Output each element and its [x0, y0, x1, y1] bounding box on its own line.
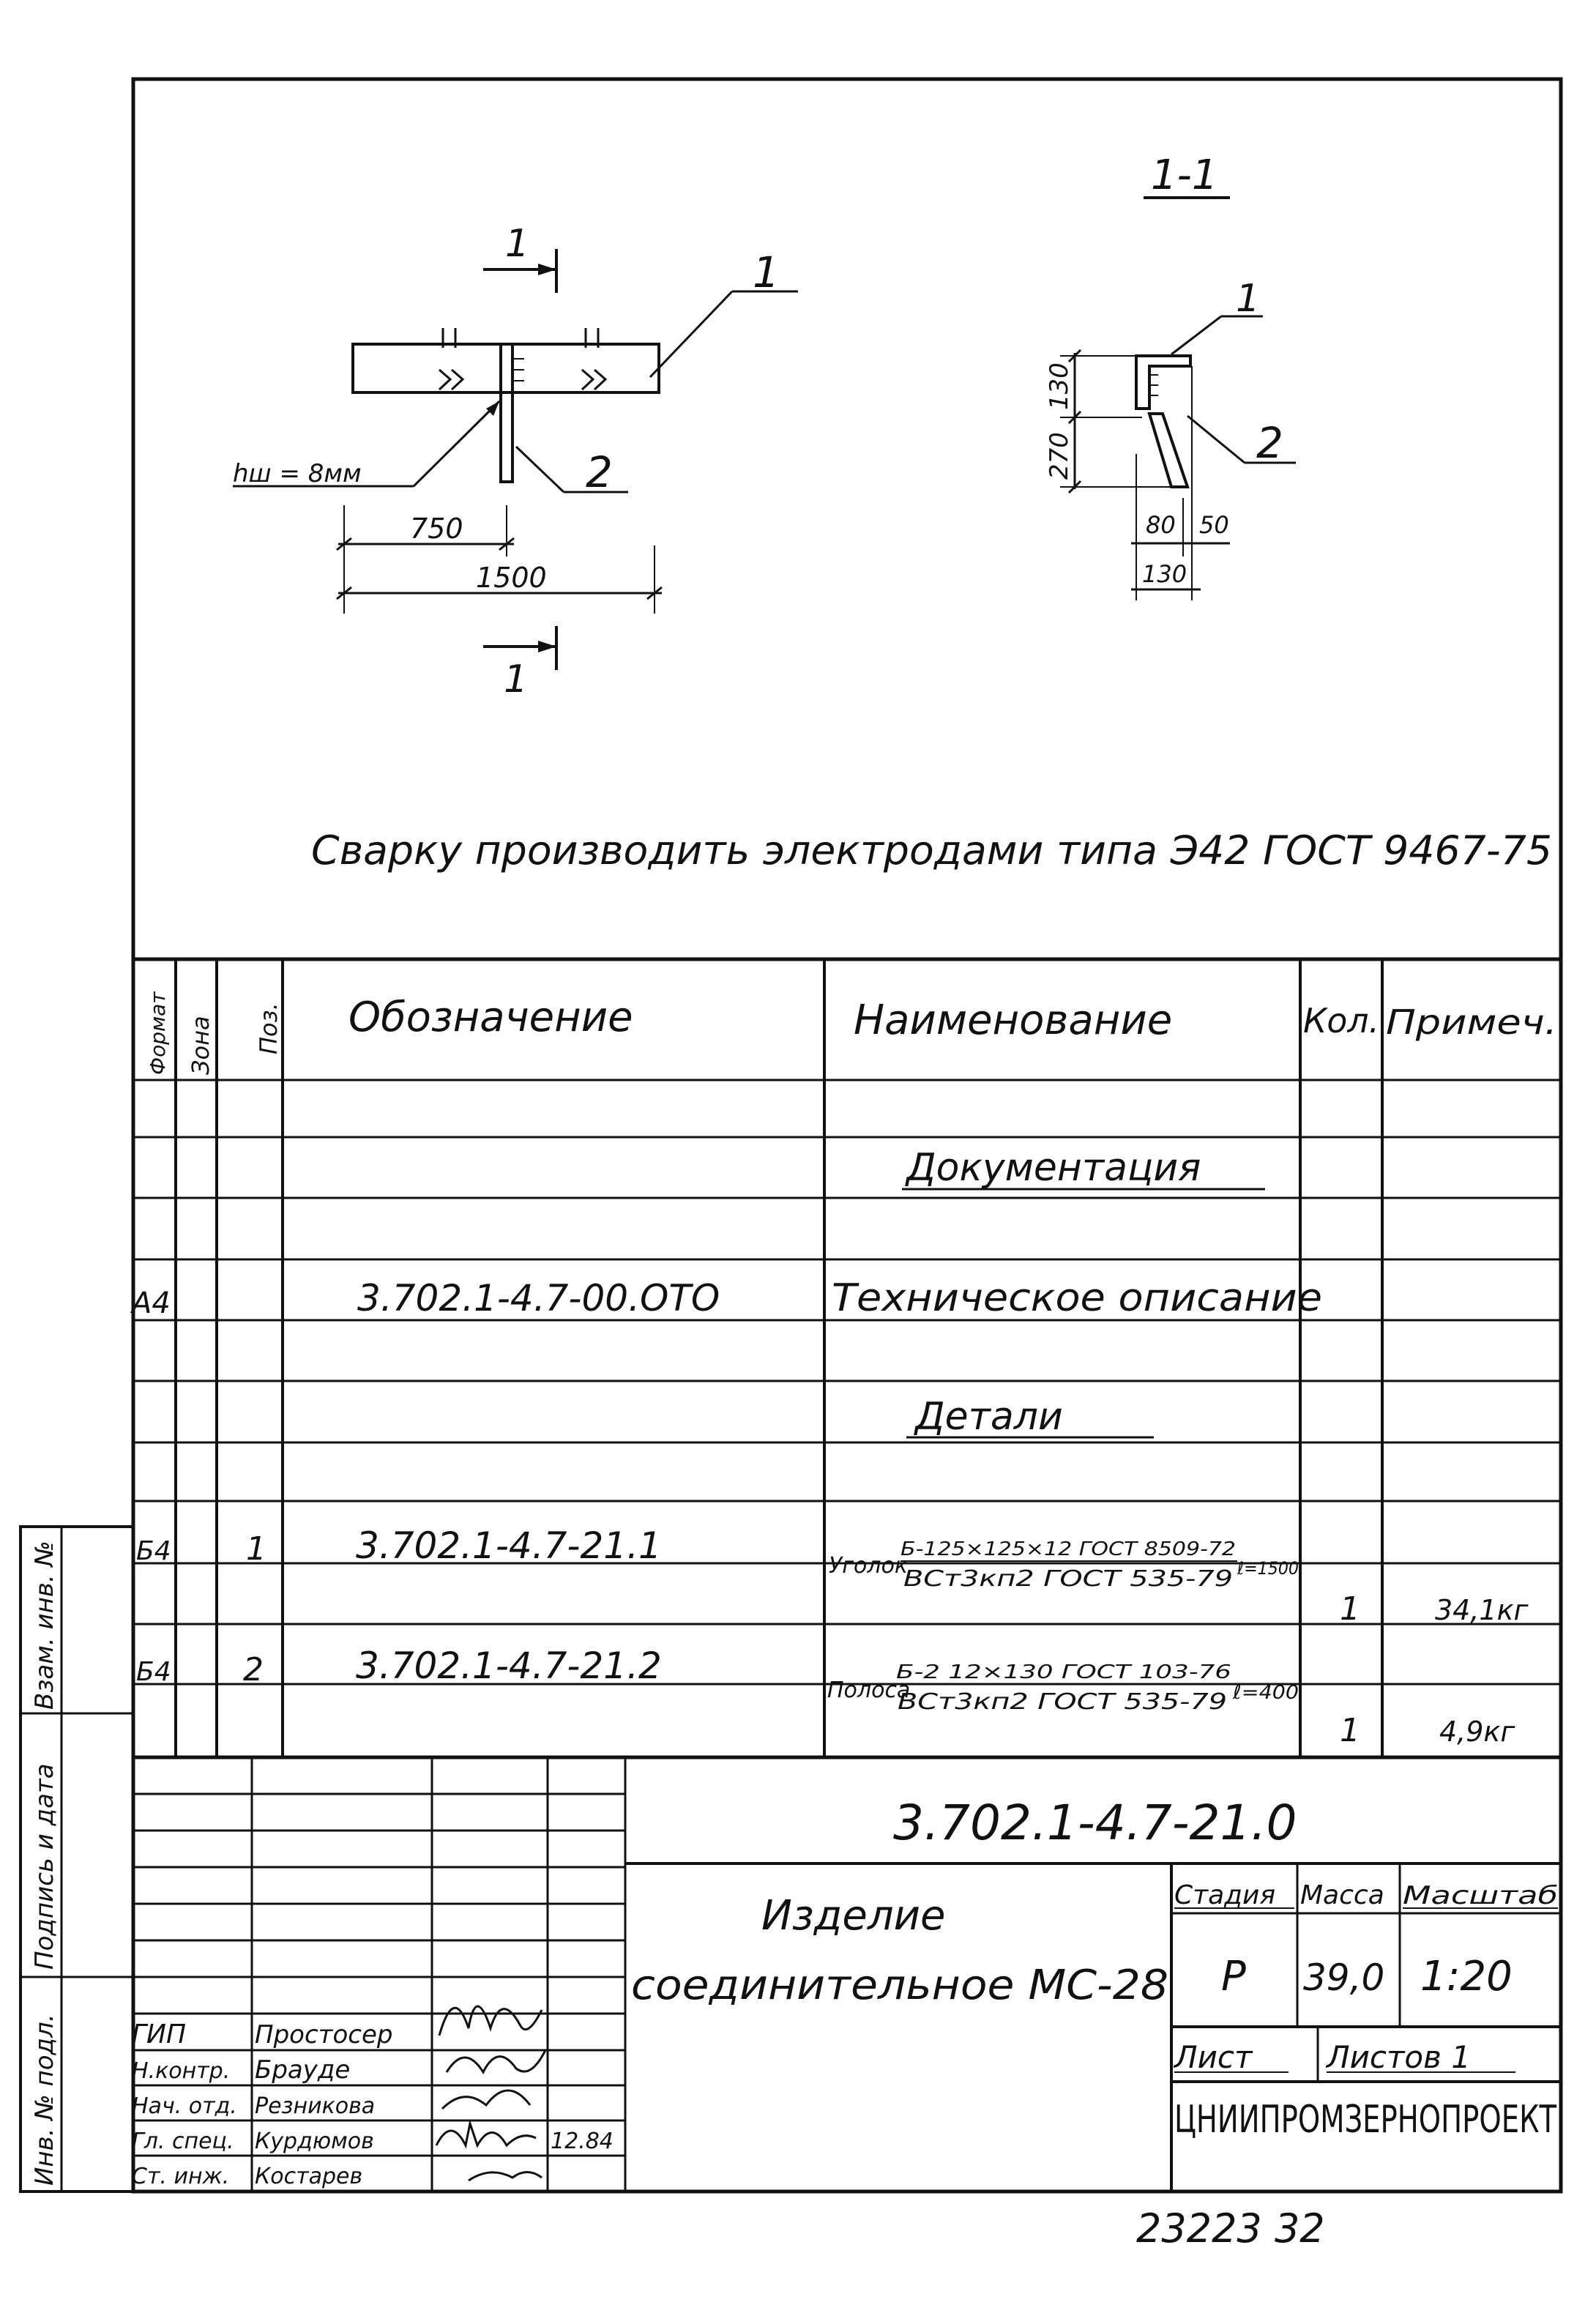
header-note: Примеч.	[1386, 1002, 1557, 1042]
header-designation: Обозначение	[348, 994, 633, 1041]
dim-1500: 1500	[476, 562, 547, 594]
strip-profile	[1149, 414, 1187, 487]
mass-label: Масса	[1300, 1880, 1384, 1910]
stamp-sign-date: Подпись и дата	[30, 1763, 59, 1970]
staff-name-2: Брауде	[255, 2055, 351, 2085]
row2-format: Б4	[136, 1657, 171, 1687]
row1-name-top: Б-125×125×12 ГОСТ 8509-72	[900, 1538, 1236, 1560]
section-view	[1045, 152, 1296, 600]
section-label: 1-1	[1151, 152, 1218, 199]
welding-note: Сварку производить электродами типа Э42 ГОСТ 9467-75	[311, 827, 1552, 874]
sheets-label: Листов 1	[1327, 2039, 1471, 2075]
plate-pos1	[353, 344, 659, 392]
row2-name-top: Б-2 12×130 ГОСТ 103-76	[896, 1661, 1231, 1683]
scale-label: Масштаб	[1403, 1881, 1558, 1910]
doc-row-format: А4	[132, 1286, 171, 1320]
staff-role-1: ГИП	[132, 2019, 187, 2049]
spec-table	[130, 959, 1561, 1757]
dim-50: 50	[1199, 511, 1229, 539]
section-documentation: Документация	[906, 1146, 1201, 1190]
footer-number: 23223 32	[1136, 2205, 1325, 2252]
sheet-label: Лист	[1174, 2039, 1253, 2075]
doc-row-name: Техническое описание	[832, 1276, 1322, 1320]
row1-name-prefix: Уголок	[829, 1553, 909, 1579]
pos2-callout: 2	[586, 447, 613, 497]
cut-mark-bottom-label: 1	[504, 658, 529, 701]
row2-name-suffix: ℓ=400	[1231, 1682, 1299, 1704]
staff-role-3: Нач. отд.	[132, 2093, 237, 2119]
staff-role-5: Ст. инж.	[132, 2164, 230, 2189]
dim-80: 80	[1146, 511, 1176, 539]
doc-number: 3.702.1-4.7-21.0	[893, 1795, 1297, 1851]
organization: ЦНИИПРОМЗЕРНОПРОЕКТ	[1174, 2098, 1557, 2142]
angle-profile	[1136, 356, 1190, 409]
front-view	[233, 222, 798, 701]
header-pos: Поз.	[255, 1002, 283, 1054]
stamp-inv-repl: Взам. инв. №	[30, 1541, 59, 1710]
row2-note: 4,9кг	[1439, 1716, 1515, 1748]
staff-role-4: Гл. спец.	[132, 2129, 234, 2154]
row2-name-bottom: ВСт3кп2 ГОСТ 535-79	[898, 1689, 1227, 1715]
stamp-inv-orig: Инв. № подл.	[30, 2014, 59, 2186]
mass-value: 39,0	[1303, 1956, 1385, 1999]
signatures	[436, 2006, 545, 2181]
dim-130-horizontal: 130	[1142, 560, 1187, 588]
sheet-frame	[133, 79, 1561, 2192]
staff-role-2: Н.контр.	[132, 2058, 231, 2084]
staff-name-4: Курдюмов	[255, 2129, 374, 2154]
product-name-line2: соединительное МС-28	[631, 1962, 1168, 2009]
doc-row-designation: 3.702.1-4.7-00.ОТО	[357, 1277, 720, 1319]
row2-pos: 2	[243, 1651, 264, 1688]
sign-date: 12.84	[551, 2129, 614, 2154]
strip-pos2	[501, 344, 512, 482]
row1-name-suffix: ℓ=1500	[1237, 1558, 1299, 1579]
row1-qty: 1	[1340, 1590, 1360, 1628]
scale-value: 1:20	[1420, 1953, 1513, 2000]
row2-designation: 3.702.1-4.7-21.2	[356, 1645, 662, 1687]
row1-designation: 3.702.1-4.7-21.1	[356, 1524, 662, 1567]
row1-name-bottom: ВСт3кп2 ГОСТ 535-79	[903, 1566, 1233, 1592]
stage-value: Р	[1221, 1953, 1246, 2000]
side-stamp	[20, 1527, 133, 2192]
staff-name-1: Простосер	[255, 2020, 393, 2049]
header-name: Наименование	[854, 997, 1173, 1044]
row1-note: 34,1кг	[1435, 1594, 1529, 1626]
weld-note: hш = 8мм	[233, 459, 362, 488]
row1-format: Б4	[136, 1536, 171, 1566]
cut-mark-top-label: 1	[505, 222, 530, 266]
header-zone: Зона	[187, 1016, 215, 1075]
dim-270: 270	[1045, 432, 1074, 480]
row1-pos: 1	[246, 1530, 266, 1568]
row2-name-prefix: Полоса	[827, 1677, 911, 1703]
dim-130-vertical: 130	[1045, 362, 1074, 410]
stage-label: Стадия	[1174, 1880, 1276, 1910]
staff-name-3: Резникова	[255, 2093, 376, 2119]
row2-qty: 1	[1340, 1712, 1360, 1749]
staff-name-5: Костарев	[255, 2164, 363, 2189]
title-block	[132, 1757, 1561, 2192]
section-details: Детали	[915, 1395, 1063, 1439]
header-qty: Кол.	[1303, 1001, 1379, 1040]
pos1-callout: 1	[753, 247, 780, 297]
section-pos2-callout: 2	[1256, 418, 1283, 468]
header-format: Формат	[146, 991, 170, 1075]
product-name-line1: Изделие	[761, 1892, 946, 1940]
section-pos1-callout: 1	[1236, 277, 1261, 321]
dim-750: 750	[410, 513, 463, 545]
